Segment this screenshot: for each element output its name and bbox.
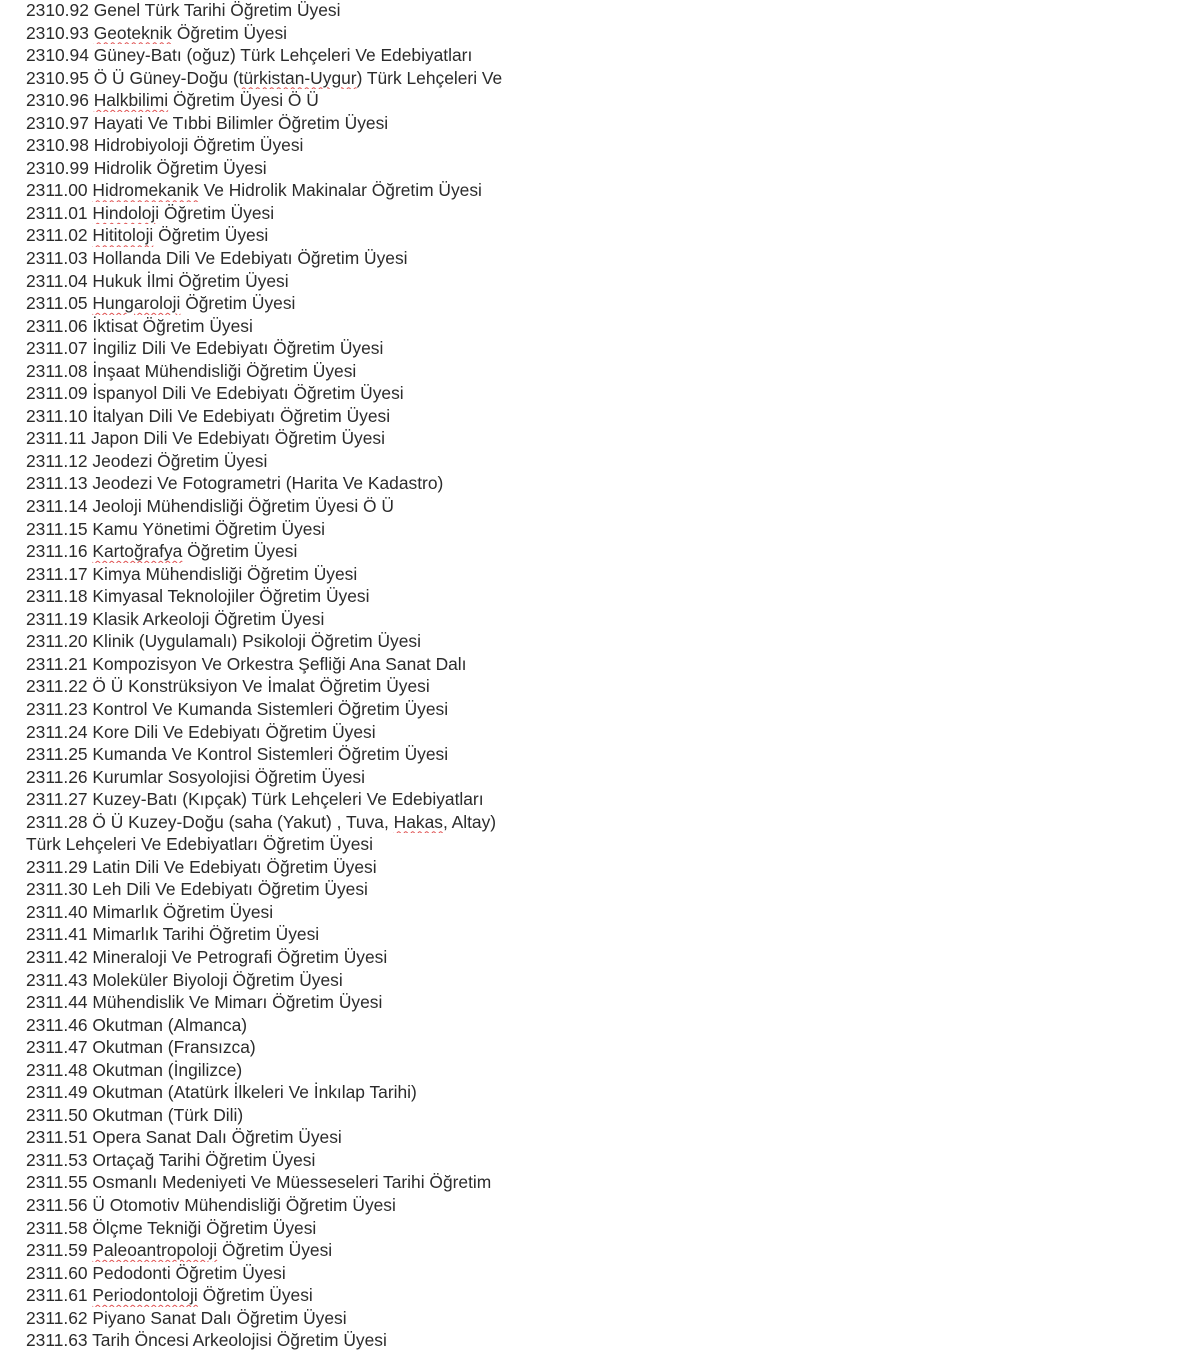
text-line	[26, 44, 1176, 67]
text-line	[26, 878, 1176, 901]
line-text: 2311.01	[26, 202, 93, 223]
text-line	[26, 969, 1176, 992]
text-line	[26, 224, 1176, 247]
text-line	[26, 630, 1176, 653]
line-text: 2311.23 Kontrol Ve Kumanda Sistemleri Öğretim Üyesi	[26, 698, 449, 719]
misspelled-word: Kartoğrafya	[92, 541, 183, 562]
line-text: 2311.56 Ü Otomotiv Mühendisliği Öğretim Üyesi	[26, 1194, 396, 1215]
line-text: 2311.26 Kurumlar Sosyolojisi Öğretim Üyesi	[26, 766, 365, 787]
text-line	[26, 1284, 1176, 1307]
line-text: 2311.12 Jeodezi Öğretim Üyesi	[26, 450, 268, 471]
line-text: 2311.55 Osmanlı Medeniyeti Ve Müesseseleri Tarihi Öğretim	[26, 1172, 492, 1193]
text-line	[26, 427, 1176, 450]
line-text: 2311.02	[26, 225, 93, 246]
text-line	[26, 1262, 1176, 1285]
text-line	[26, 721, 1176, 744]
line-text: Öğretim Üyesi	[182, 541, 298, 562]
text-line	[26, 1036, 1176, 1059]
line-text: 2310.95 Ö Ü Güney-Doğu (	[26, 67, 239, 88]
text-line	[26, 743, 1176, 766]
line-text: 2311.61	[26, 1285, 93, 1306]
text-line	[26, 788, 1176, 811]
line-text: 2311.62 Piyano Sanat Dalı Öğretim Üyesi	[26, 1307, 347, 1328]
text-line	[26, 1307, 1176, 1330]
line-text: 2311.59	[26, 1240, 93, 1261]
line-text: 2311.30 Leh Dili Ve Edebiyatı Öğretim Üyesi	[26, 879, 368, 900]
line-text: 2311.42 Mineraloji Ve Petrografi Öğretim Üyesi	[26, 946, 388, 967]
line-text: 2311.17 Kimya Mühendisliği Öğretim Üyesi	[26, 563, 358, 584]
text-line	[26, 991, 1176, 1014]
text-line	[26, 946, 1176, 969]
text-line	[26, 1239, 1176, 1262]
line-text: Öğretim Üyesi	[197, 1285, 313, 1306]
line-text: 2311.63 Tarih Öncesi Arkeolojisi Öğretim Üyesi	[26, 1330, 387, 1351]
text-line	[26, 382, 1176, 405]
line-text: 2311.00	[26, 180, 93, 201]
line-text: 2311.41 Mimarlık Tarihi Öğretim Üyesi	[26, 924, 320, 945]
text-line	[26, 315, 1176, 338]
text-line	[26, 1171, 1176, 1194]
line-text: 2310.94 Güney-Batı (oğuz) Türk Lehçeleri Ve Edebiyatları	[26, 45, 473, 66]
text-line	[26, 698, 1176, 721]
text-line	[26, 833, 1176, 856]
line-text: Öğretim Üyesi	[180, 293, 296, 314]
text-line	[26, 766, 1176, 789]
text-line	[26, 67, 1176, 90]
text-line	[26, 89, 1176, 112]
text-line	[26, 405, 1176, 428]
text-line	[26, 202, 1176, 225]
misspelled-word: Hungaroloji	[92, 293, 181, 314]
line-text: ) Türk Lehçeleri Ve	[356, 67, 503, 88]
misspelled-word: Hititoloji	[92, 225, 154, 246]
line-text: 2311.21 Kompozisyon Ve Orkestra Şefliği Ana Sanat Dalı	[26, 653, 467, 674]
text-line	[26, 472, 1176, 495]
document-text-body[interactable]	[26, 0, 1176, 1352]
line-text: 2311.50 Okutman (Türk Dili)	[26, 1104, 244, 1125]
line-text: 2311.47 Okutman (Fransızca)	[26, 1037, 256, 1058]
text-line	[26, 608, 1176, 631]
line-text: 2311.04 Hukuk İlmi Öğretim Üyesi	[26, 270, 289, 291]
misspelled-word: Halkbilimi	[93, 90, 169, 111]
line-text: , Altay)	[442, 811, 497, 832]
line-text: 2310.93	[26, 22, 94, 43]
text-line	[26, 1217, 1176, 1240]
line-text: 2311.16	[26, 541, 93, 562]
line-text: 2310.99 Hidrolik Öğretim Üyesi	[26, 157, 267, 178]
text-line	[26, 1194, 1176, 1217]
line-text: 2311.25 Kumanda Ve Kontrol Sistemleri Öğretim Üyesi	[26, 744, 449, 765]
misspelled-word: Hakas	[393, 811, 443, 832]
text-line	[26, 247, 1176, 270]
text-line	[26, 112, 1176, 135]
text-line	[26, 0, 1176, 22]
text-line	[26, 563, 1176, 586]
line-text: 2311.51 Opera Sanat Dalı Öğretim Üyesi	[26, 1127, 342, 1148]
line-text: 2311.24 Kore Dili Ve Edebiyatı Öğretim Üyesi	[26, 721, 376, 742]
line-text: 2311.14 Jeoloji Mühendisliği Öğretim Üyesi Ö Ü	[26, 496, 394, 517]
line-text: 2311.48 Okutman (İngilizce)	[26, 1059, 243, 1080]
line-text: 2311.20 Klinik (Uygulamalı) Psikoloji Öğretim Üyesi	[26, 631, 421, 652]
line-text: 2311.08 İnşaat Mühendisliği Öğretim Üyesi	[26, 360, 357, 381]
text-line	[26, 653, 1176, 676]
line-text: 2311.53 Ortaçağ Tarihi Öğretim Üyesi	[26, 1149, 316, 1170]
text-line	[26, 518, 1176, 541]
line-text: 2311.28 Ö Ü Kuzey-Doğu (saha (Yakut) , Tuva,	[26, 811, 394, 832]
text-line	[26, 585, 1176, 608]
misspelled-word: Geoteknik	[93, 22, 173, 43]
line-text: 2311.05	[26, 293, 93, 314]
text-line	[26, 450, 1176, 473]
text-line	[26, 1329, 1176, 1352]
text-line	[26, 1104, 1176, 1127]
line-text: 2311.44 Mühendislik Ve Mimarı Öğretim Üyesi	[26, 992, 383, 1013]
line-text: Ve Hidrolik Makinalar Öğretim Üyesi	[198, 180, 482, 201]
line-text: 2311.43 Moleküler Biyoloji Öğretim Üyesi	[26, 969, 343, 990]
text-line	[26, 292, 1176, 315]
text-line	[26, 856, 1176, 879]
line-text: 2310.92 Genel Türk Tarihi Öğretim Üyesi	[26, 0, 341, 20]
line-text: 2311.06 İktisat Öğretim Üyesi	[26, 315, 253, 336]
text-line	[26, 337, 1176, 360]
misspelled-word: Hidromekanik	[92, 180, 199, 201]
text-line	[26, 675, 1176, 698]
line-text: 2311.40 Mimarlık Öğretim Üyesi	[26, 901, 274, 922]
text-line	[26, 901, 1176, 924]
line-text: 2311.46 Okutman (Almanca)	[26, 1014, 248, 1035]
text-line	[26, 923, 1176, 946]
line-text: 2311.10 İtalyan Dili Ve Edebiyatı Öğretim Üyesi	[26, 405, 391, 426]
misspelled-word: Periodontoloji	[92, 1285, 198, 1306]
text-line	[26, 1149, 1176, 1172]
line-text: Türk Lehçeleri Ve Edebiyatları Öğretim Üyesi	[26, 834, 373, 855]
line-text: 2311.18 Kimyasal Teknolojiler Öğretim Üyesi	[26, 586, 370, 607]
line-text: 2310.98 Hidrobiyoloji Öğretim Üyesi	[26, 135, 304, 156]
text-line	[26, 1014, 1176, 1037]
line-text: Öğretim Üyesi	[159, 202, 275, 223]
line-text: Öğretim Üyesi	[153, 225, 269, 246]
text-line	[26, 157, 1176, 180]
line-text: 2311.29 Latin Dili Ve Edebiyatı Öğretim Üyesi	[26, 856, 377, 877]
line-text: Öğretim Üyesi	[217, 1240, 333, 1261]
line-text: 2311.03 Hollanda Dili Ve Edebiyatı Öğretim Üyesi	[26, 248, 408, 269]
misspelled-word: türkistan-Uygur	[238, 67, 357, 88]
line-text: 2311.11 Japon Dili Ve Edebiyatı Öğretim Üyesi	[26, 428, 385, 449]
misspelled-word: Paleoantropoloji	[92, 1240, 218, 1261]
line-text: 2311.58 Ölçme Tekniği Öğretim Üyesi	[26, 1217, 317, 1238]
text-line	[26, 360, 1176, 383]
line-text: 2311.07 İngiliz Dili Ve Edebiyatı Öğretim Üyesi	[26, 338, 384, 359]
text-line	[26, 179, 1176, 202]
misspelled-word: Hindoloji	[92, 202, 160, 223]
line-text: 2310.97 Hayati Ve Tıbbi Bilimler Öğretim Üyesi	[26, 112, 389, 133]
text-line	[26, 270, 1176, 293]
text-line	[26, 1126, 1176, 1149]
line-text: 2311.60 Pedodonti Öğretim Üyesi	[26, 1262, 286, 1283]
line-text: 2311.09 İspanyol Dili Ve Edebiyatı Öğretim Üyesi	[26, 383, 404, 404]
line-text: 2311.27 Kuzey-Batı (Kıpçak) Türk Lehçeleri Ve Edebiyatları	[26, 789, 484, 810]
text-line	[26, 495, 1176, 518]
line-text: 2311.19 Klasik Arkeoloji Öğretim Üyesi	[26, 608, 325, 629]
text-line	[26, 134, 1176, 157]
line-text: 2311.15 Kamu Yönetimi Öğretim Üyesi	[26, 518, 326, 539]
text-line	[26, 22, 1176, 45]
line-text: 2310.96	[26, 90, 94, 111]
line-text: 2311.22 Ö Ü Konstrüksiyon Ve İmalat Öğretim Üyesi	[26, 676, 430, 697]
line-text: 2311.49 Okutman (Atatürk İlkeleri Ve İnkılap Tarihi)	[26, 1082, 417, 1103]
text-line	[26, 1059, 1176, 1082]
line-text: Öğretim Üyesi	[172, 22, 288, 43]
line-text: 2311.13 Jeodezi Ve Fotogrametri (Harita Ve Kadastro)	[26, 473, 444, 494]
text-line	[26, 811, 1176, 834]
text-line	[26, 1081, 1176, 1104]
line-text: Öğretim Üyesi Ö Ü	[168, 90, 319, 111]
text-line	[26, 540, 1176, 563]
